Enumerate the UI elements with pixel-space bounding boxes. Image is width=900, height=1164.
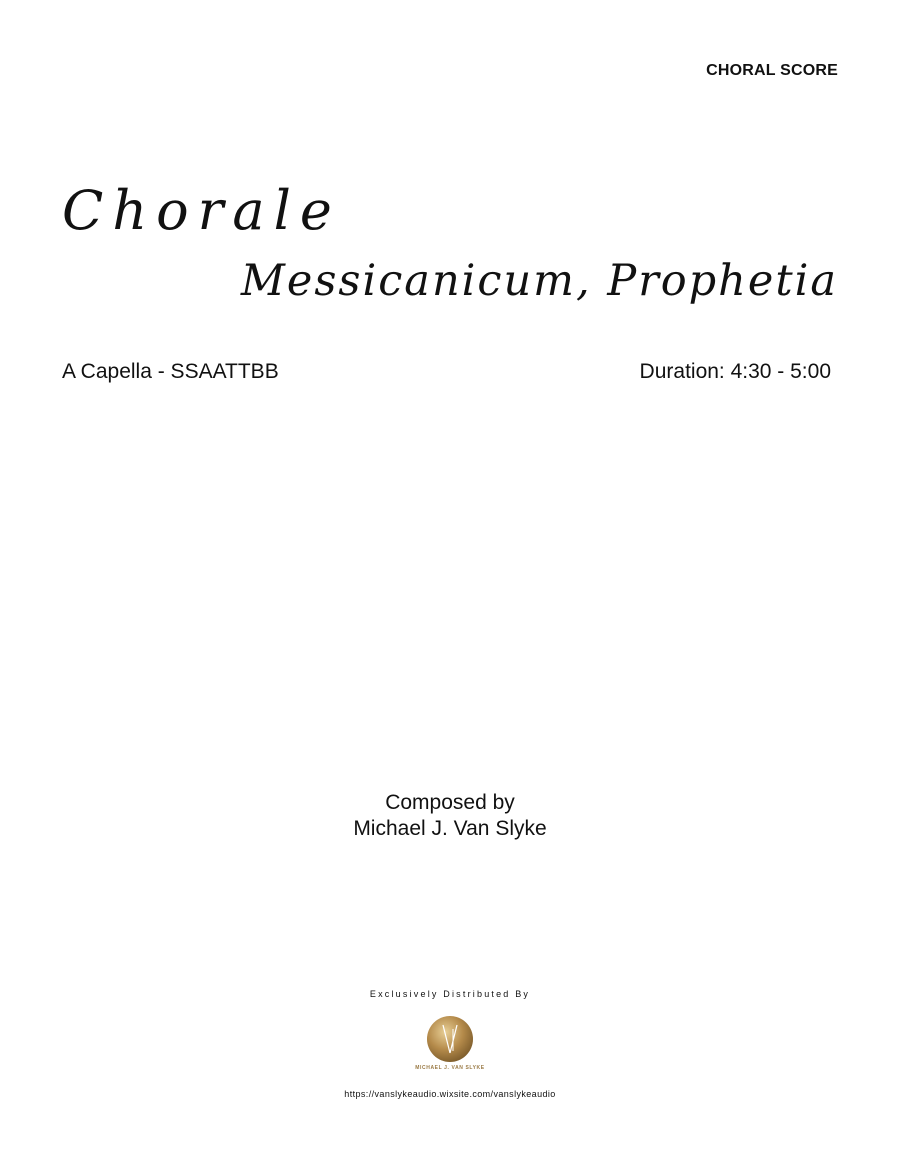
composed-by-label: Composed by bbox=[385, 791, 515, 814]
logo-caption: MICHAEL J. VAN SLYKE bbox=[415, 1065, 485, 1071]
duration-text: Duration: 4:30 - 5:00 bbox=[639, 360, 831, 383]
composer-name: Michael J. Van Slyke bbox=[353, 817, 547, 840]
credits-block bbox=[0, 790, 900, 842]
voicing-text: A Capella - SSAATTBB bbox=[62, 360, 279, 383]
choral-score-label: CHORAL SCORE bbox=[706, 62, 838, 79]
publisher-logo-icon bbox=[426, 1015, 474, 1063]
title-main: Chorale bbox=[62, 179, 341, 242]
distributed-by-label: Exclusively Distributed By bbox=[369, 989, 531, 999]
distributor-url: https://vanslykeaudio.wixsite.com/vanslykeaudio bbox=[344, 1089, 556, 1099]
title-subtitle: Messicanicum, Prophetia bbox=[240, 256, 838, 306]
